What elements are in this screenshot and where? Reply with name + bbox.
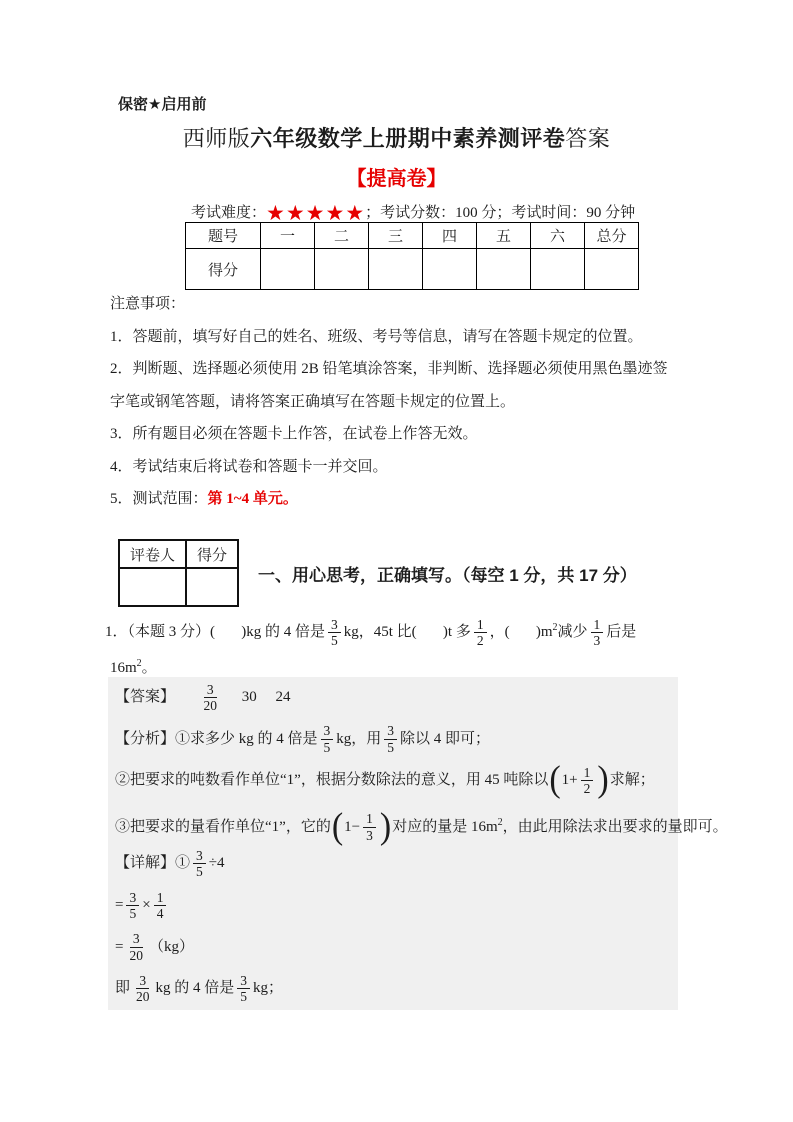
- big-paren: (: [549, 759, 561, 801]
- fraction-numerator: 3: [136, 973, 149, 990]
- exam-info-rest: ；考试分数：100 分；考试时间：90 分钟: [365, 205, 636, 221]
- fraction-numerator: 1: [154, 890, 167, 907]
- fraction-denominator: 5: [323, 739, 331, 755]
- fraction: [474, 617, 487, 649]
- score-table-cell: [261, 249, 315, 290]
- math-text: 除以 4 即可；: [400, 730, 491, 747]
- fraction: [201, 682, 221, 714]
- fraction-denominator: 20: [136, 989, 150, 1005]
- fraction-denominator: 20: [203, 698, 218, 714]
- detail-line-1: [108, 843, 678, 885]
- fraction-denominator: 5: [387, 739, 395, 755]
- fraction-numerator: 3: [130, 931, 143, 948]
- big-paren: (: [331, 806, 344, 847]
- math-text: 16m: [110, 660, 137, 676]
- confidential-notice: 保密★启用前: [118, 96, 207, 113]
- fraction-numerator: 3: [321, 723, 334, 740]
- note-item-highlight: 第 1~4 单元。: [207, 491, 298, 507]
- note-item-text: 2．判断题、选择题必须使用 2B 铅笔填涂答案，非判断、选择题必须使用黑色墨迹签字笔或钢笔答题，请将答案正确填写在答题卡规定的位置上。: [110, 361, 668, 410]
- note-item-text: 5．测试范围：: [110, 491, 208, 507]
- detail-line-3: [108, 927, 678, 969]
- math-text: 对应的量是 16m: [392, 818, 498, 835]
- fraction-denominator: 3: [593, 633, 601, 649]
- fraction-numerator: 3: [204, 682, 217, 699]
- math-text: ×: [142, 896, 151, 913]
- math-text: ②把要求的吨数看作单位“1”，根据分数除法的意义，用 45 吨除以: [115, 772, 549, 789]
- math-text: =: [115, 896, 124, 913]
- detail-line-4: [108, 968, 678, 1010]
- score-table-cell: [423, 249, 477, 290]
- notes-list: [110, 321, 682, 516]
- score-table-cell: [315, 249, 369, 290]
- big-paren: ): [597, 759, 609, 801]
- fraction: [237, 973, 250, 1005]
- score-table-cell: 得分: [186, 249, 261, 290]
- difficulty-label: 考试难度：: [191, 205, 267, 221]
- fraction-numerator: 3: [193, 848, 206, 865]
- answer-line: [108, 677, 678, 719]
- note-item-text: 1．答题前，填写好自己的姓名、班级、考号等信息，请写在答题卡规定的位置。: [110, 328, 643, 345]
- fraction-denominator: 20: [129, 947, 143, 963]
- score-table-cell: [477, 249, 531, 290]
- note-item: [110, 321, 682, 354]
- analysis-line-2: [108, 760, 678, 802]
- analysis-line-3: [108, 802, 728, 847]
- answer-explanation-block: [108, 677, 728, 1010]
- score-table-cell: 题号: [186, 223, 261, 249]
- math-text: ，( )m: [489, 624, 553, 640]
- math-text: 30 24: [223, 689, 291, 705]
- fraction-denominator: 5: [196, 864, 203, 880]
- analysis-line-1: [108, 719, 678, 761]
- fraction-denominator: 4: [156, 906, 164, 922]
- fraction-numerator: 1: [474, 617, 487, 634]
- score-table-cell: [531, 249, 585, 290]
- difficulty-stars-icon: ★★★★★: [266, 201, 366, 225]
- math-text: （kg）: [148, 938, 194, 955]
- superscript: 2: [552, 622, 558, 633]
- fraction: [321, 723, 334, 755]
- math-text: 【答案】: [115, 689, 198, 705]
- grader-table-cell: 得分: [186, 540, 238, 568]
- math-text: =: [115, 938, 124, 955]
- fraction-denominator: 5: [240, 989, 248, 1005]
- superscript: 2: [136, 658, 142, 669]
- question-1-line-1: [105, 605, 745, 651]
- title-suffix: 答案: [565, 126, 611, 151]
- score-table: [185, 222, 639, 290]
- score-table-row: [186, 249, 639, 290]
- score-table-cell: 六: [531, 223, 585, 249]
- superscript: 2: [497, 816, 503, 828]
- page-title: [0, 122, 793, 153]
- score-table-cell: 三: [369, 223, 423, 249]
- fraction-numerator: 3: [126, 890, 139, 907]
- exam-info-line: [191, 201, 635, 224]
- fraction-numerator: 1: [581, 765, 594, 782]
- score-table-cell: 四: [423, 223, 477, 249]
- math-text: ，由此用除法求出要求的量即可。: [502, 818, 728, 835]
- grader-table-header-row: [119, 540, 238, 568]
- score-table-cell: 一: [261, 223, 315, 249]
- fraction: [581, 765, 594, 797]
- math-text: 1+: [561, 772, 578, 789]
- fraction: [328, 617, 341, 649]
- score-table-cell: [369, 249, 423, 290]
- fraction: [126, 890, 139, 922]
- math-text: 求解；: [609, 772, 655, 789]
- grader-score-table: [118, 539, 239, 607]
- grader-table-empty-cell: [186, 568, 238, 606]
- math-text: 【分析】①求多少 kg 的 4 倍是: [115, 730, 318, 747]
- notes-title: 注意事项：: [110, 296, 186, 312]
- fraction-numerator: 3: [384, 723, 397, 740]
- math-text: kg 的 4 倍是: [155, 980, 235, 997]
- fraction: [591, 617, 604, 649]
- big-paren: ): [379, 806, 392, 847]
- section-one-heading: 一、用心思考，正确填写。（每空 1 分，共 17 分）: [258, 566, 637, 585]
- score-table-cell: 总分: [585, 223, 639, 249]
- math-text: ÷4: [208, 855, 225, 872]
- fraction-denominator: 2: [476, 633, 484, 649]
- fraction: [193, 848, 206, 880]
- fraction: [154, 890, 167, 922]
- grader-table-empty-row: [119, 568, 238, 606]
- grader-table-empty-cell: [119, 568, 186, 606]
- fraction-denominator: 5: [129, 906, 137, 922]
- title-main: 六年级数学上册期中素养测评卷: [250, 126, 566, 151]
- math-text: 【详解】①: [115, 855, 191, 872]
- detail-line-2: [108, 885, 678, 927]
- math-text: 。: [141, 660, 157, 676]
- question-1-line-2: [110, 653, 157, 679]
- note-item-text: 4．考试结束后将试卷和答题卡一并交回。: [110, 458, 388, 475]
- grader-table-cell: 评卷人: [119, 540, 186, 568]
- score-table-cell: 二: [315, 223, 369, 249]
- math-text: kg，用: [336, 730, 382, 747]
- math-text: 后是: [606, 624, 637, 640]
- math-text: 即: [115, 980, 131, 997]
- fraction-numerator: 3: [328, 617, 341, 634]
- fraction-numerator: 3: [237, 973, 250, 990]
- score-table-cell: 五: [477, 223, 531, 249]
- fraction: [384, 723, 397, 755]
- fraction-denominator: 3: [366, 827, 373, 843]
- math-text: 1−: [344, 818, 361, 835]
- math-text: kg；: [253, 980, 284, 997]
- note-item-text: 3．所有题目必须在答题卡上作答，在试卷上作答无效。: [110, 426, 478, 442]
- note-item: [110, 418, 682, 451]
- fraction-numerator: 1: [591, 617, 604, 634]
- title-prefix: 西师版: [182, 126, 251, 151]
- math-text: 1．（本题 3 分）( )kg 的 4 倍是: [105, 624, 325, 640]
- math-text: kg，45t 比( )t 多: [343, 624, 471, 640]
- note-item: [110, 353, 682, 418]
- fraction: [133, 973, 153, 1005]
- notes-section: [110, 288, 682, 516]
- paper-level-subtitle: 【提高卷】: [346, 168, 447, 190]
- math-text: 减少: [557, 624, 588, 640]
- score-table-row: [186, 223, 639, 249]
- fraction: [363, 811, 376, 843]
- score-table-cell: [585, 249, 639, 290]
- fraction-denominator: 5: [331, 633, 338, 649]
- note-item: [110, 483, 682, 516]
- fraction-denominator: 2: [583, 781, 591, 797]
- note-item: [110, 451, 682, 484]
- math-text: ③把要求的量看作单位“1”，它的: [115, 818, 331, 835]
- fraction-numerator: 1: [363, 811, 376, 828]
- fraction: [126, 931, 146, 963]
